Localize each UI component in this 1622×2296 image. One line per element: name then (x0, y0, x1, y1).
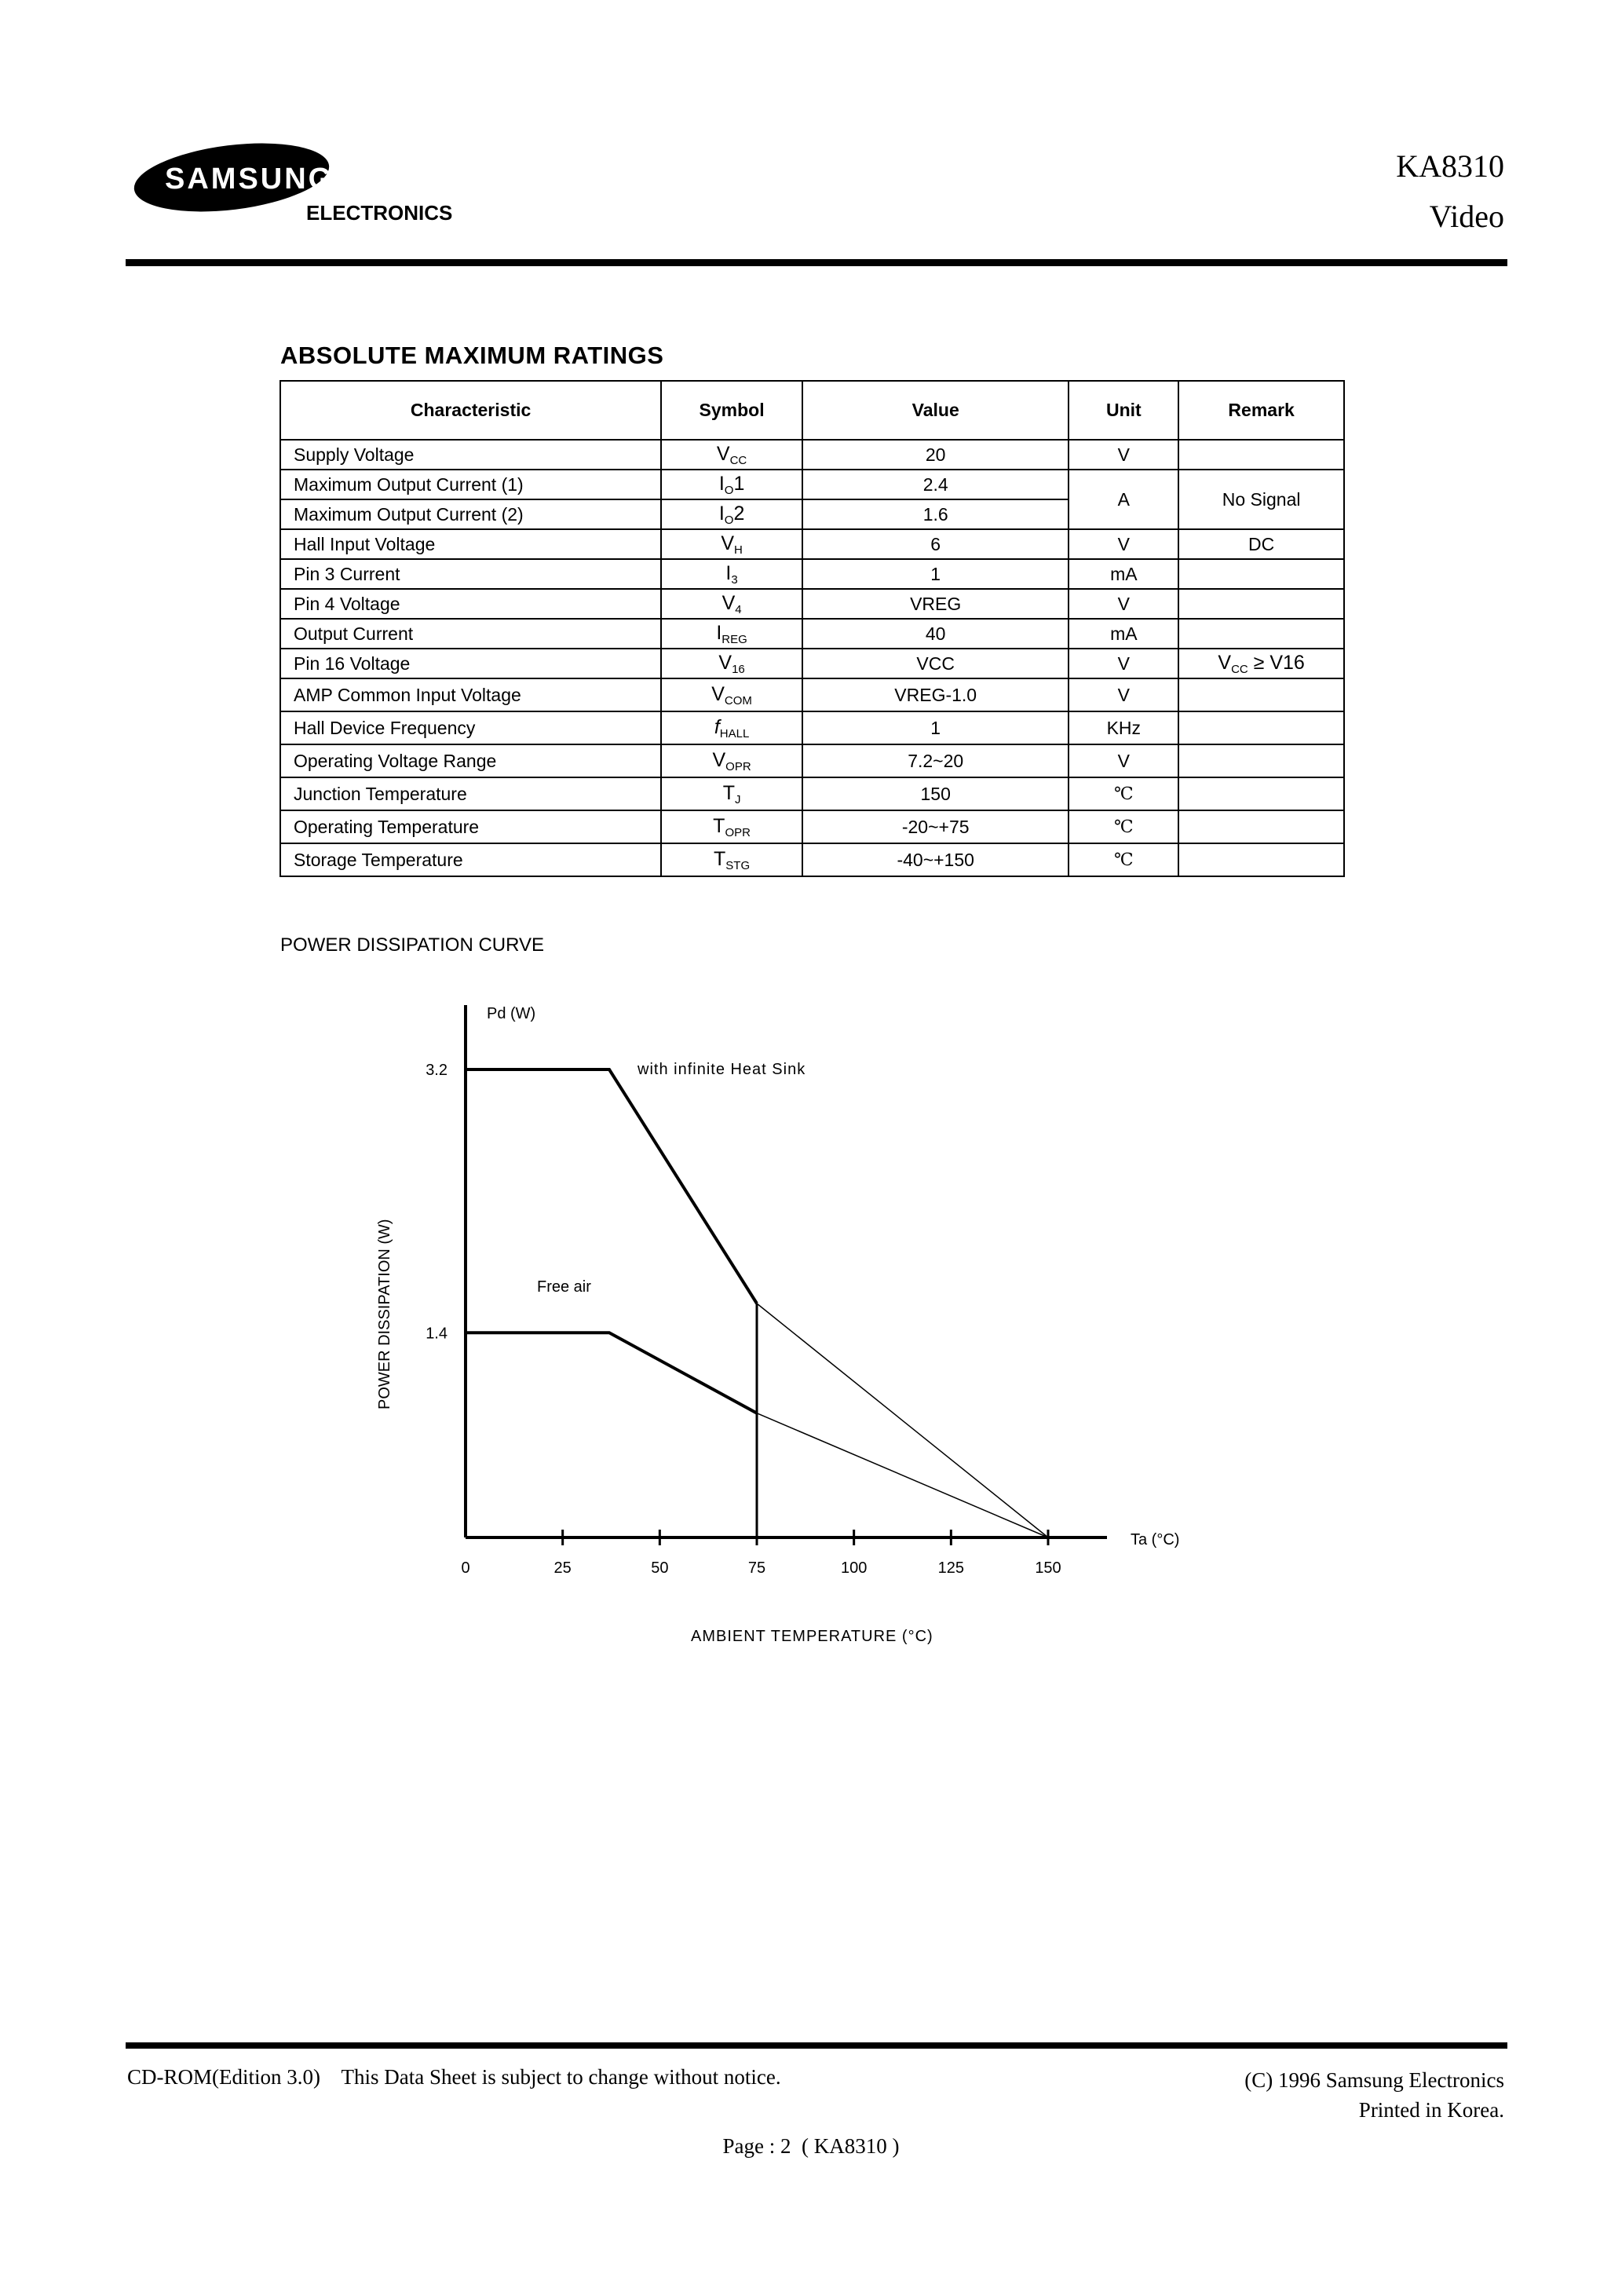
unit-cell: KHz (1069, 711, 1178, 744)
x-tick-label: 100 (840, 1559, 868, 1577)
chart-section-title: POWER DISSIPATION CURVE (280, 934, 545, 956)
x-axis-unit: Ta (°C) (1131, 1531, 1180, 1548)
characteristic-cell: Operating Temperature (280, 810, 661, 843)
free-air-curve-extension (757, 1413, 1048, 1537)
x-tick-label: 25 (553, 1559, 572, 1577)
logo-brand-text: SAMSUNG (165, 163, 334, 196)
chart-text (376, 1005, 1179, 1645)
series-label-free-air: Free air (537, 1278, 591, 1296)
symbol-cell: $I_O2$ (661, 499, 802, 529)
printed-line: Printed in Korea. (1358, 2098, 1504, 2122)
unit-cell: V (1069, 440, 1178, 470)
unit-cell: mA (1069, 559, 1178, 589)
unit-cell: V (1069, 744, 1178, 777)
x-tick-label: 150 (1035, 1559, 1061, 1577)
part-number: KA8310 (1396, 148, 1504, 184)
characteristic-cell: Hall Device Frequency (280, 711, 661, 744)
x-tick-label: 125 (937, 1559, 965, 1577)
characteristic-cell: Operating Voltage Range (280, 744, 661, 777)
footer-notice: CD-ROM(Edition 3.0) This Data Sheet is subject to change without notice. (127, 2065, 781, 2089)
symbol-cell: $V_{16}$ (661, 649, 802, 678)
unit-cell: V (1069, 529, 1178, 559)
value-cell: VCC (802, 649, 1069, 678)
unit-cell: ℃ (1069, 810, 1178, 843)
chart-axes (426, 1005, 1107, 1577)
y-axis-unit: Pd (W) (487, 1005, 536, 1022)
symbol-cell: $T_{OPR}$ (661, 810, 802, 843)
characteristic-cell: AMP Common Input Voltage (280, 678, 661, 711)
value-cell: 1.6 (802, 499, 1069, 529)
ratings-title: ABSOLUTE MAXIMUM RATINGS (280, 342, 664, 369)
footer-rule (126, 2042, 1507, 2049)
value-cell: 1 (802, 559, 1069, 589)
unit-cell: mA (1069, 619, 1178, 649)
characteristic-cell: Hall Input Voltage (280, 529, 661, 559)
y-axis-label: POWER DISSIPATION (W) (376, 1219, 393, 1409)
chart-lines (466, 1069, 1048, 1537)
copyright-line: (C) 1996 Samsung Electronics (1244, 2068, 1504, 2092)
symbol-cell: $f_{HALL}$ (661, 711, 802, 744)
y-tick-label: 3.2 (426, 1062, 448, 1079)
col-header: Unit (1069, 381, 1178, 440)
footer-copyright (1244, 2065, 1504, 2125)
remark-cell: DC (1178, 529, 1344, 559)
remark-cell: No Signal (1178, 470, 1344, 529)
value-cell: 20 (802, 440, 1069, 470)
value-cell: 1 (802, 711, 1069, 744)
value-cell: -40~+150 (802, 843, 1069, 876)
col-header: Remark (1178, 381, 1344, 440)
characteristic-cell: Maximum Output Current (1) (280, 470, 661, 499)
value-cell: -20~+75 (802, 810, 1069, 843)
symbol-cell: $T_{STG}$ (661, 843, 802, 876)
col-header: Value (802, 381, 1069, 440)
symbol-cell: $V_H$ (661, 529, 802, 559)
value-cell: 150 (802, 777, 1069, 810)
value-cell: 40 (802, 619, 1069, 649)
series-label-heat-sink: with infinite Heat Sink (637, 1061, 806, 1078)
characteristic-cell: Pin 4 Voltage (280, 589, 661, 619)
symbol-cell: $V_{OPR}$ (661, 744, 802, 777)
value-cell: 7.2~20 (802, 744, 1069, 777)
value-cell: VREG-1.0 (802, 678, 1069, 711)
value-cell: 2.4 (802, 470, 1069, 499)
characteristic-cell: Junction Temperature (280, 777, 661, 810)
x-tick-label: 75 (747, 1559, 766, 1577)
free-air-curve (466, 1333, 757, 1413)
symbol-cell: $I_O1$ (661, 470, 802, 499)
symbol-cell: $V_{COM}$ (661, 678, 802, 711)
remark-cell: $V_{CC} \ge V16$ (1178, 649, 1344, 678)
y-tick-label: 1.4 (426, 1325, 448, 1343)
unit-cell: V (1069, 649, 1178, 678)
characteristic-cell: Output Current (280, 619, 661, 649)
page-number: Page : 2 ( KA8310 ) (722, 2134, 900, 2158)
symbol-cell: $T_J$ (661, 777, 802, 810)
x-tick-label: 0 (461, 1559, 470, 1577)
symbol-cell: $I_3$ (661, 559, 802, 589)
x-tick-label: 50 (651, 1559, 669, 1577)
symbol-cell: $V_{CC}$ (661, 440, 802, 470)
characteristic-cell: Maximum Output Current (2) (280, 499, 661, 529)
x-axis-label: AMBIENT TEMPERATURE (°C) (691, 1628, 933, 1645)
value-cell: 6 (802, 529, 1069, 559)
unit-cell: V (1069, 589, 1178, 619)
characteristic-cell: Pin 16 Voltage (280, 649, 661, 678)
characteristic-cell: Supply Voltage (280, 440, 661, 470)
logo-sub-text: ELECTRONICS (306, 201, 453, 225)
heat-sink-curve (466, 1069, 757, 1303)
symbol-cell: $I_{REG}$ (661, 619, 802, 649)
characteristic-cell: Storage Temperature (280, 843, 661, 876)
col-header: Symbol (661, 381, 802, 440)
col-header: Characteristic (280, 381, 661, 440)
unit-cell: ℃ (1069, 777, 1178, 810)
symbol-cell: $V_4$ (661, 589, 802, 619)
device-category: Video (1429, 199, 1504, 234)
unit-cell: ℃ (1069, 843, 1178, 876)
unit-cell: V (1069, 678, 1178, 711)
heat-sink-curve-extension (757, 1303, 1048, 1537)
unit-cell: A (1069, 470, 1178, 529)
characteristic-cell: Pin 3 Current (280, 559, 661, 589)
value-cell: VREG (802, 589, 1069, 619)
